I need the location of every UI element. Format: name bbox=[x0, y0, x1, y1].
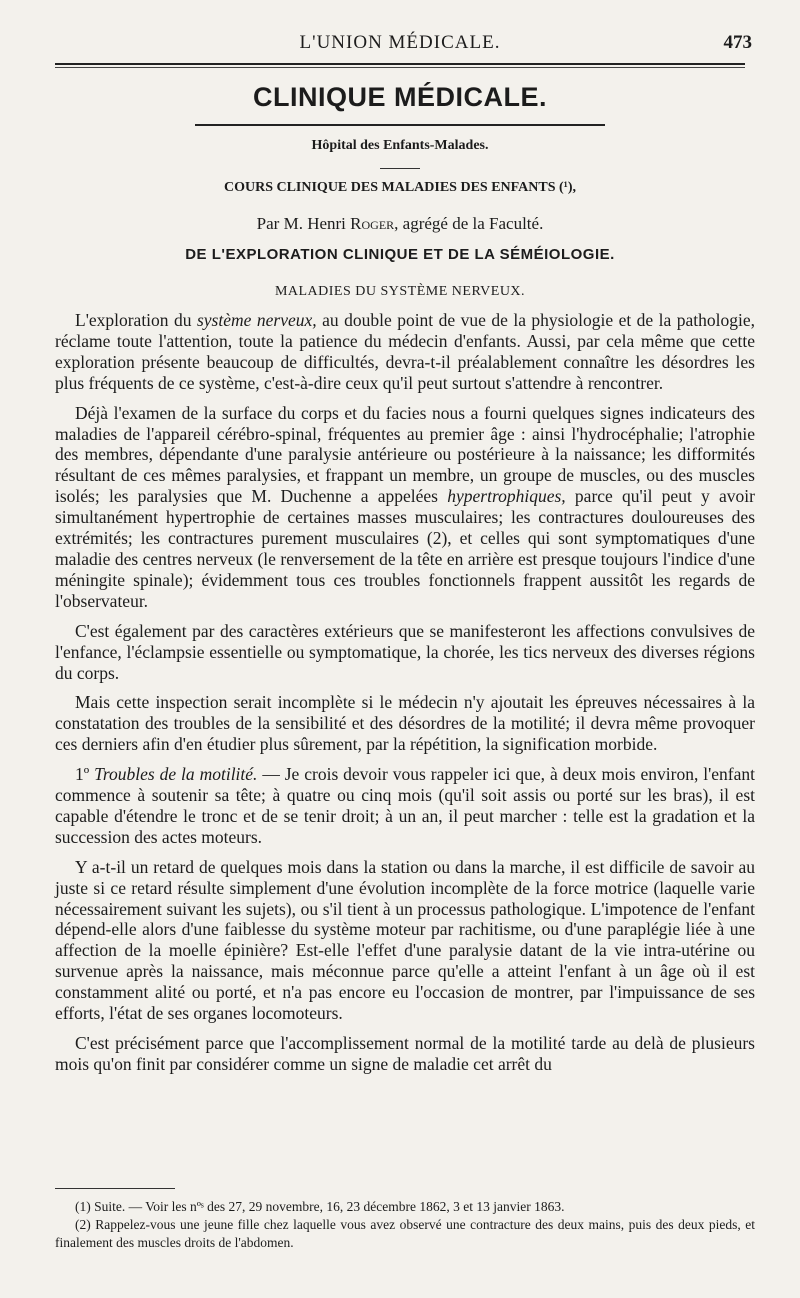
paragraph-5 bbox=[55, 764, 755, 848]
subsubject-heading: MALADIES DU SYSTÈME NERVEUX. bbox=[274, 284, 526, 299]
footnote-2: (2) Rappelez-vous une jeune fille chez laquelle vous avez observé une contracture des deux mains, puis des deux pieds, et finalement des muscles droits de l'abdomen. bbox=[55, 1217, 755, 1250]
paragraph-2 bbox=[55, 403, 755, 612]
author-prefix: Par M. Henri bbox=[256, 214, 351, 233]
p2-text-a: Déjà l'examen de la surface du corps et du facies nous a fourni quelques signes indicateurs des maladies de l'appareil cérébro-spinal, fréquentes au premier âge : ainsi l'hydrocéphalie; l'atrophie des membres, dépendante d'une paralysie antérieure ou postérieure à la naissance; les difformités résultant de ces mêmes paralysies, et frappant un membre, un groupe de muscles, ou des muscles isolés; les paralysies que M. Duchenne a appelées bbox=[55, 402, 755, 507]
page-number: 473 bbox=[723, 32, 752, 53]
p1-text-b: au double point de vue de la physiologie et de la pathologie, réclame toute l'attention, toute la patience du médecin d'enfants. Aussi, par cela même que cette exploration présente beaucoup de difficultés, devra-t-il préalablement connaître les désordres les plus fréquents de ce système, c'est-à-dire ceux qu'il peut surtout s'attendre à rencontrer. bbox=[55, 310, 755, 393]
header-rule bbox=[55, 63, 745, 65]
paragraph-3: C'est également par des caractères extérieurs que se manifesteront les affections convulsives de l'enfance, l'éclampsie essentielle ou symptomatique, la chorée, les tics nerveux des diverses régions du corps. bbox=[55, 620, 755, 683]
hospital-name: Hôpital des Enfants-Malades. bbox=[311, 138, 489, 153]
author-name: Roger bbox=[350, 214, 395, 233]
author-line bbox=[0, 214, 800, 234]
paragraph-6: Y a-t-il un retard de quelques mois dans la station ou dans la marche, il est difficile de savoir au juste si ce retard résulte simplement d'une évolution incomplète de la force motrice (laquelle varie nécessairement suivant les sujets), ou s'il tient à un processus pathologique. L'impotence de l'enfant dépend-elle alors d'une faiblesse du système moteur par rachitisme, ou d'une paraplégie liée à une affection de la moelle épinière? Est-elle l'effet d'une paralysie datant de la vie intra-utérine ou survenue après la naissance, mais méconnue parce qu'elle a atteint l'enfant à un âge où il est constamment alité ou porté, et n'a pas encore eu l'occasion de montrer, par l'impuissance de ses efforts, l'état de ses organes locomoteurs. bbox=[55, 856, 755, 1024]
running-title: L'UNION MÉDICALE. bbox=[299, 32, 501, 53]
title-rule bbox=[195, 124, 605, 126]
p1-emphasis: système nerveux, bbox=[196, 310, 317, 330]
article-body bbox=[55, 310, 755, 1084]
p2-text-b: parce qu'il peut y avoir simultanément hypertrophie de certaines masses musculaires; les contractures douloureuses des extrémités; les contractures purement musculaires (2), et celles qui sont symptomatiques d'une maladie des centres nerveux (le renversement de la tête en arrière est presque toujours l'indice d'une méningite spinale); évidemment tous ces troubles fonctionnels frappent aussitôt les regards de l'observateur. bbox=[55, 486, 756, 611]
p5-emphasis: Troubles de la motilité. bbox=[94, 764, 258, 785]
p2-emphasis: hypertrophiques, bbox=[447, 486, 566, 507]
short-divider bbox=[380, 168, 420, 169]
running-header bbox=[0, 28, 800, 58]
footnote-1: (1) Suite. — Voir les nºˢ des 27, 29 novembre, 16, 23 décembre 1862, 3 et 13 janvier 1863. bbox=[75, 1199, 565, 1214]
paragraph-1 bbox=[55, 310, 755, 394]
paragraph-7: C'est précisément parce que l'accomplissement normal de la motilité tarde au delà de plusieurs mois qu'on finit par considérer comme un signe de maladie cet arrêt du bbox=[55, 1033, 755, 1074]
header-rule-thin bbox=[55, 67, 745, 68]
subject-heading: DE L'EXPLORATION CLINIQUE ET DE LA SÉMÉIOLOGIE. bbox=[185, 246, 615, 263]
p5-text: — Je crois devoir vous rappeler ici que, à deux mois environ, l'enfant commence à soutenir sa tête; à quatre ou cinq mois (qu'il soit assis ou porté sur les bras), il est capable d'étendre le tronc et de se tenir droit; à un an, il peut marcher : telle est la gradation et la succession des actes moteurs. bbox=[55, 764, 755, 847]
author-suffix: , agrégé de la Faculté. bbox=[394, 214, 544, 233]
footnote-rule bbox=[55, 1188, 175, 1189]
p5-number: 1º bbox=[75, 764, 95, 785]
p1-text-a: L'exploration du bbox=[75, 310, 197, 330]
footnotes bbox=[55, 1198, 755, 1252]
course-title: COURS CLINIQUE DES MALADIES DES ENFANTS (¹), bbox=[223, 180, 577, 195]
section-title: CLINIQUE MÉDICALE. bbox=[252, 82, 547, 112]
paragraph-4: Mais cette inspection serait incomplète si le médecin n'y ajoutait les épreuves nécessaires à la constatation des troubles de la sensibilité et des désordres de la motilité; il devra même provoquer ces derniers afin d'en étudier plus sûrement, par la répétition, la signification morbide. bbox=[55, 692, 755, 755]
